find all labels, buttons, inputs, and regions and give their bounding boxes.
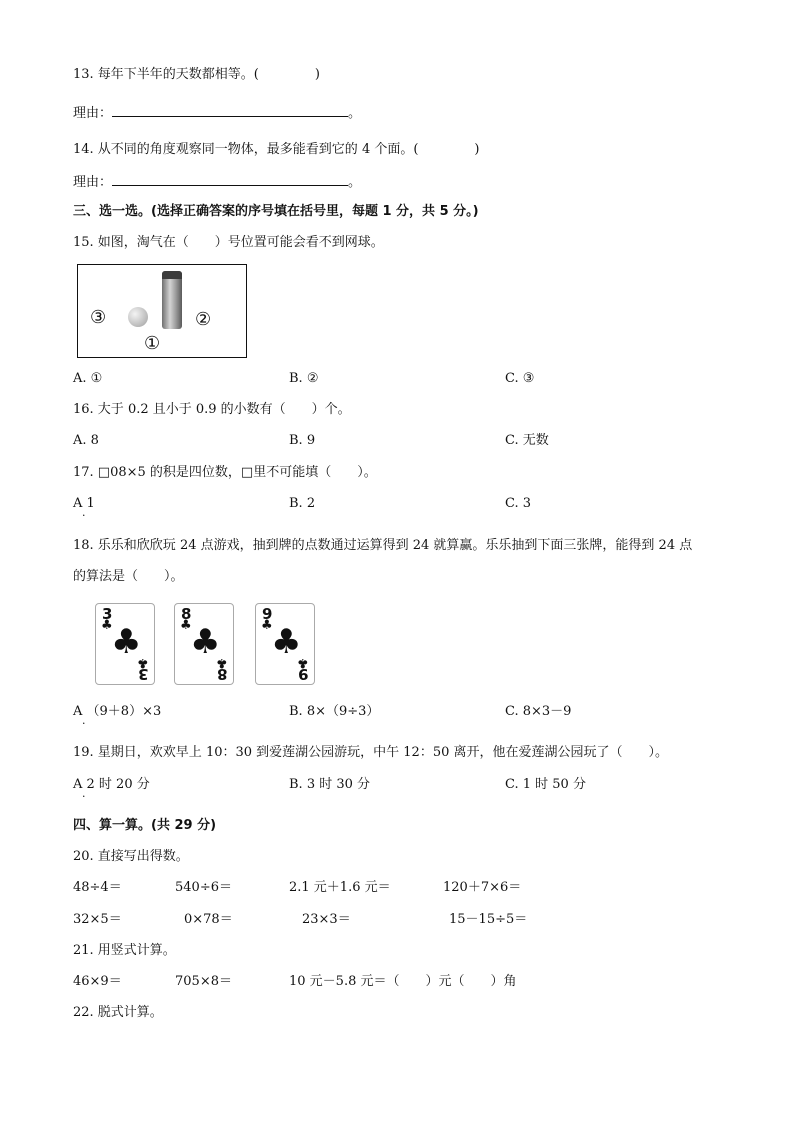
q17-option-c[interactable]: C. 3 <box>505 496 532 511</box>
thermos-bottle-icon <box>162 271 182 329</box>
q15-option-c[interactable]: C. ③ <box>505 371 535 386</box>
q13-reason-blank[interactable] <box>112 104 348 117</box>
club-icon: ♣ <box>271 622 302 662</box>
q13-text: 13. 每年下半年的天数都相等。( <box>73 67 259 82</box>
position-3-label: ③ <box>90 307 107 328</box>
q17-option-a[interactable]: A 1 <box>73 496 95 511</box>
q14-question <box>73 142 480 158</box>
q21-text: 21. 用竖式计算。 <box>73 943 176 958</box>
q15-figure <box>77 264 247 358</box>
q13-close: ) <box>314 67 320 82</box>
q20-row1-item3: 2.1 元＋1.6 元＝ <box>289 880 391 895</box>
q20-row2-item2: 0×78＝ <box>184 912 233 927</box>
q17-text: 17. □08×5 的积是四位数，□里不可能填（ ）。 <box>73 465 377 480</box>
section3-title: 三、选一选。(选择正确答案的序号填在括号里，每题 1 分，共 5 分。) <box>73 204 479 219</box>
q20-text: 20. 直接写出得数。 <box>73 849 189 864</box>
q21-item2: 705×8＝ <box>175 974 232 989</box>
q13-reason-end: 。 <box>348 106 362 121</box>
club-icon: ♣ <box>180 618 192 633</box>
q15-text: 15. 如图，淘气在（ ）号位置可能会看不到网球。 <box>73 235 384 250</box>
q19-option-a[interactable]: A 2 时 20 分 <box>73 777 150 792</box>
q14-text: 14. 从不同的角度观察同一物体，最多能看到它的 4 个面。( <box>73 142 419 157</box>
playing-card-8 <box>174 603 234 685</box>
club-icon: ♣ <box>216 655 228 670</box>
q15-option-b[interactable]: B. ② <box>289 371 319 386</box>
q19-option-b[interactable]: B. 3 时 30 分 <box>289 777 371 792</box>
q20-row1-item2: 540÷6＝ <box>175 880 232 895</box>
q18-option-c[interactable]: C. 8×3－9 <box>505 704 572 719</box>
card-3-rank-bottom: 3 <box>137 665 148 683</box>
q20-row1-item4: 120＋7×6＝ <box>443 880 522 895</box>
q19-text: 19. 星期日，欢欢早上 10：30 到爱莲湖公园游玩，中午 12：50 离开，他在爱莲湖公园玩了（ ）。 <box>73 745 669 760</box>
q18-option-a[interactable]: A （9＋8）×3 <box>73 704 162 719</box>
q17-option-b[interactable]: B. 2 <box>289 496 316 511</box>
q16-option-c[interactable]: C. 无数 <box>505 433 549 448</box>
q20-row2-item1: 32×5＝ <box>73 912 122 927</box>
club-icon: ♣ <box>297 655 309 670</box>
q19-option-a-dot: · <box>82 790 86 803</box>
club-icon: ♣ <box>101 618 113 633</box>
club-icon: ♣ <box>111 622 142 662</box>
playing-card-9 <box>255 603 315 685</box>
q14-reason-label: 理由： <box>73 175 113 190</box>
club-icon: ♣ <box>137 655 149 670</box>
card-9-rank-top: 9 <box>262 605 273 623</box>
section4-title: 四、算一算。(共 29 分) <box>73 818 217 833</box>
q18-text-line2: 的算法是（ ）。 <box>73 569 184 584</box>
q18-text-line1: 18. 乐乐和欣欣玩 24 点游戏，抽到牌的点数通过运算得到 24 就算赢。乐乐抽到下面三张牌，能得到 24 点 <box>73 538 693 553</box>
position-2-label: ② <box>195 309 212 330</box>
q13-reason-label: 理由： <box>73 106 113 121</box>
q21-item1: 46×9＝ <box>73 974 122 989</box>
q14-reason-end: 。 <box>348 175 362 190</box>
q16-option-b[interactable]: B. 9 <box>289 433 316 448</box>
q13-reason-line <box>73 104 361 122</box>
q13-question <box>73 67 320 83</box>
q14-reason-line <box>73 173 361 191</box>
q18-option-b[interactable]: B. 8×（9÷3） <box>289 704 380 719</box>
q14-close: ) <box>474 142 480 157</box>
club-icon: ♣ <box>261 618 273 633</box>
card-9-rank-bottom: 9 <box>297 665 308 683</box>
q21-item3: 10 元－5.8 元＝（ ）元（ ）角 <box>289 974 517 989</box>
q16-option-a[interactable]: A. 8 <box>73 433 99 448</box>
card-8-rank-top: 8 <box>181 605 192 623</box>
q15-option-a[interactable]: A. ① <box>73 371 103 386</box>
card-3-rank-top: 3 <box>102 605 113 623</box>
q18-option-a-dot: · <box>82 717 86 730</box>
position-1-label: ① <box>144 333 161 354</box>
q20-row2-item4: 15－15÷5＝ <box>449 912 528 927</box>
q16-text: 16. 大于 0.2 且小于 0.9 的小数有（ ）个。 <box>73 402 351 417</box>
q20-row1-item1: 48÷4＝ <box>73 880 122 895</box>
q22-text: 22. 脱式计算。 <box>73 1005 163 1020</box>
q20-row2-item3: 23×3＝ <box>302 912 351 927</box>
club-icon: ♣ <box>190 622 221 662</box>
playing-card-3 <box>95 603 155 685</box>
q19-option-c[interactable]: C. 1 时 50 分 <box>505 777 586 792</box>
card-8-rank-bottom: 8 <box>216 665 227 683</box>
q14-reason-blank[interactable] <box>112 173 348 186</box>
q17-option-a-dot: · <box>82 509 86 522</box>
tennis-ball-icon <box>128 307 148 327</box>
